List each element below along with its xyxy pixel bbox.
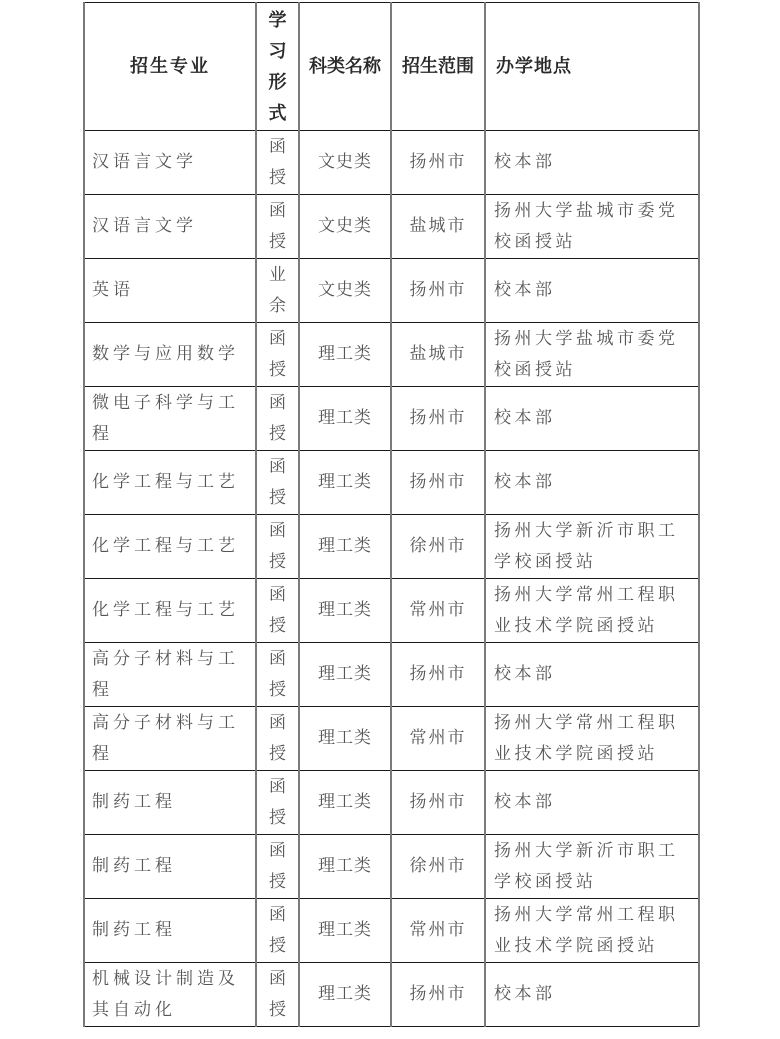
cell-major: 制药工程 [84, 835, 256, 899]
cell-major: 汉语言文学 [84, 195, 256, 259]
cell-study-form-char: 授 [269, 359, 286, 380]
cell-study-form-char: 函 [269, 712, 286, 733]
cell-study-form [256, 323, 299, 387]
table-row [84, 963, 699, 1027]
cell-scope: 扬州市 [391, 451, 485, 515]
cell-study-form [256, 259, 299, 323]
cell-major: 微电子科学与工程 [84, 387, 256, 451]
cell-major: 化学工程与工艺 [84, 579, 256, 643]
cell-study-form-char: 余 [269, 295, 286, 316]
cell-scope: 盐城市 [391, 323, 485, 387]
header-major: 招生专业 [84, 3, 256, 131]
cell-study-form-char: 函 [269, 328, 286, 349]
table-row [84, 771, 699, 835]
cell-study-form [256, 707, 299, 771]
cell-study-form-char: 授 [269, 679, 286, 700]
cell-study-form-char: 授 [269, 743, 286, 764]
cell-study-form [256, 899, 299, 963]
table-header-row [84, 3, 699, 131]
cell-category: 理工类 [299, 707, 391, 771]
cell-study-form [256, 451, 299, 515]
cell-study-form [256, 835, 299, 899]
cell-study-form-char: 授 [269, 487, 286, 508]
cell-study-form-char: 函 [269, 840, 286, 861]
cell-scope: 常州市 [391, 579, 485, 643]
cell-major: 制药工程 [84, 899, 256, 963]
cell-study-form-char: 函 [269, 584, 286, 605]
cell-location: 校本部 [485, 643, 699, 707]
cell-major: 制药工程 [84, 771, 256, 835]
cell-scope: 常州市 [391, 707, 485, 771]
cell-study-form-char: 函 [269, 904, 286, 925]
cell-study-form-char: 授 [269, 167, 286, 188]
cell-scope: 盐城市 [391, 195, 485, 259]
enrollment-table [83, 2, 700, 1027]
cell-study-form [256, 131, 299, 195]
cell-study-form [256, 771, 299, 835]
cell-category: 理工类 [299, 643, 391, 707]
cell-scope: 扬州市 [391, 131, 485, 195]
cell-major: 机械设计制造及其自动化 [84, 963, 256, 1027]
cell-location: 扬州大学新沂市职工学校函授站 [485, 835, 699, 899]
cell-study-form-char: 授 [269, 551, 286, 572]
cell-major: 高分子材料与工程 [84, 643, 256, 707]
header-study-form [256, 3, 299, 131]
cell-study-form-char: 授 [269, 807, 286, 828]
cell-scope: 徐州市 [391, 515, 485, 579]
cell-location: 校本部 [485, 131, 699, 195]
cell-location: 扬州大学盐城市委党校函授站 [485, 195, 699, 259]
table-row [84, 579, 699, 643]
header-study-form-char: 学 [268, 9, 287, 31]
cell-study-form-char: 业 [269, 264, 286, 285]
table-row [84, 131, 699, 195]
header-study-form-char: 式 [268, 102, 287, 124]
cell-category: 理工类 [299, 451, 391, 515]
cell-category: 文史类 [299, 259, 391, 323]
table-row [84, 259, 699, 323]
table-row [84, 451, 699, 515]
cell-scope: 扬州市 [391, 259, 485, 323]
cell-study-form-char: 函 [269, 520, 286, 541]
header-study-form-char: 形 [268, 71, 287, 93]
cell-study-form-char: 授 [269, 423, 286, 444]
header-category: 科类名称 [299, 3, 391, 131]
cell-study-form-char: 函 [269, 456, 286, 477]
cell-location: 校本部 [485, 771, 699, 835]
cell-category: 理工类 [299, 835, 391, 899]
cell-category: 理工类 [299, 963, 391, 1027]
table-row [84, 195, 699, 259]
cell-study-form-char: 函 [269, 392, 286, 413]
cell-study-form-char: 函 [269, 968, 286, 989]
cell-study-form-char: 授 [269, 935, 286, 956]
cell-study-form-char: 授 [269, 231, 286, 252]
table-row [84, 707, 699, 771]
cell-category: 理工类 [299, 899, 391, 963]
cell-major: 高分子材料与工程 [84, 707, 256, 771]
table-row [84, 387, 699, 451]
cell-scope: 徐州市 [391, 835, 485, 899]
table-row [84, 899, 699, 963]
cell-scope: 常州市 [391, 899, 485, 963]
cell-location: 校本部 [485, 387, 699, 451]
cell-study-form [256, 643, 299, 707]
cell-major: 英语 [84, 259, 256, 323]
cell-location: 校本部 [485, 963, 699, 1027]
cell-study-form [256, 387, 299, 451]
cell-category: 理工类 [299, 579, 391, 643]
cell-major: 汉语言文学 [84, 131, 256, 195]
cell-location: 扬州大学常州工程职业技术学院函授站 [485, 899, 699, 963]
header-location: 办学地点 [485, 3, 699, 131]
cell-study-form-char: 函 [269, 200, 286, 221]
header-scope: 招生范围 [391, 3, 485, 131]
cell-study-form-char: 授 [269, 871, 286, 892]
cell-study-form [256, 195, 299, 259]
cell-location: 扬州大学盐城市委党校函授站 [485, 323, 699, 387]
cell-study-form [256, 579, 299, 643]
table-body [84, 131, 699, 1027]
cell-location: 校本部 [485, 259, 699, 323]
cell-study-form-char: 授 [269, 615, 286, 636]
cell-study-form [256, 515, 299, 579]
cell-scope: 扬州市 [391, 643, 485, 707]
cell-category: 理工类 [299, 771, 391, 835]
table-row [84, 515, 699, 579]
cell-study-form-char: 函 [269, 776, 286, 797]
cell-major: 数学与应用数学 [84, 323, 256, 387]
cell-category: 理工类 [299, 387, 391, 451]
cell-location: 校本部 [485, 451, 699, 515]
cell-scope: 扬州市 [391, 387, 485, 451]
cell-scope: 扬州市 [391, 963, 485, 1027]
cell-study-form [256, 963, 299, 1027]
cell-study-form-char: 函 [269, 648, 286, 669]
cell-study-form-char: 函 [269, 136, 286, 157]
cell-category: 文史类 [299, 131, 391, 195]
cell-study-form-char: 授 [269, 999, 286, 1020]
cell-major: 化学工程与工艺 [84, 515, 256, 579]
cell-location: 扬州大学常州工程职业技术学院函授站 [485, 707, 699, 771]
cell-location: 扬州大学新沂市职工学校函授站 [485, 515, 699, 579]
cell-category: 理工类 [299, 515, 391, 579]
cell-scope: 扬州市 [391, 771, 485, 835]
header-study-form-char: 习 [268, 40, 287, 62]
cell-category: 理工类 [299, 323, 391, 387]
cell-major: 化学工程与工艺 [84, 451, 256, 515]
table-row [84, 323, 699, 387]
table-row [84, 835, 699, 899]
cell-location: 扬州大学常州工程职业技术学院函授站 [485, 579, 699, 643]
table-row [84, 643, 699, 707]
cell-category: 文史类 [299, 195, 391, 259]
